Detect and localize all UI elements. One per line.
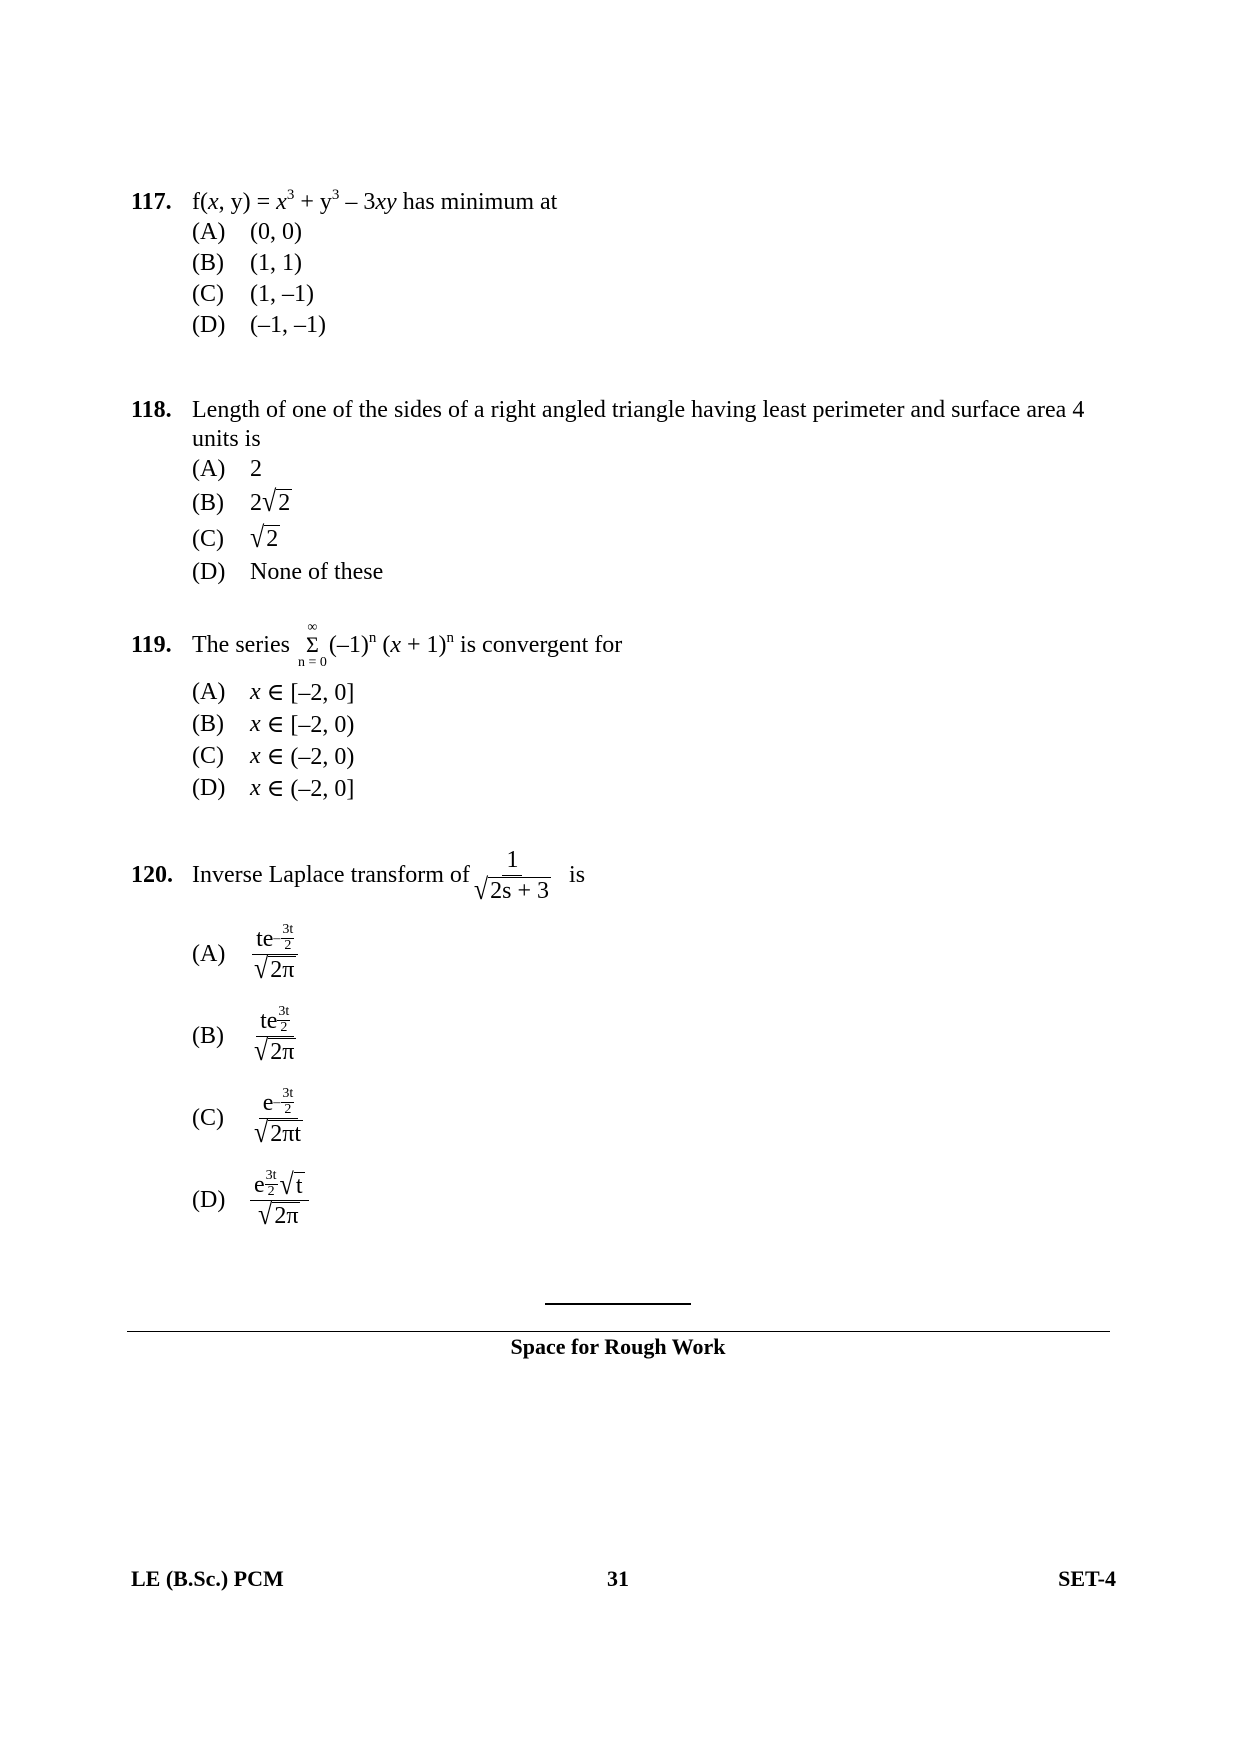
option-a: (A) te – 3t 2 √ 2π	[192, 914, 1121, 996]
option-d: (D) e 3t 2 √ t √ 2π	[192, 1160, 1121, 1242]
fraction: 1 √ 2s + 3	[473, 847, 550, 906]
question-stem: Inverse Laplace transform of 1 √ 2s + 3 is	[192, 847, 586, 906]
option-a: (A) 2	[192, 456, 262, 482]
question-stem: f(x, $y) = x^3 + y^3 - 3xy$ has minimum at	[192, 187, 558, 215]
page-number: 31	[607, 1566, 629, 1591]
option-a: (A) x ∈ [–2, 0]	[192, 679, 355, 707]
option-d: (D) None of these	[192, 559, 384, 585]
rough-work-heading: Space for Rough Work	[510, 1334, 726, 1359]
option-d: (D) x ∈ (–2, 0]	[192, 775, 355, 803]
option-a: (A) (0, 0)	[192, 219, 302, 245]
option-b: (B) 2 √ 2	[192, 484, 291, 519]
end-rule	[545, 1303, 691, 1305]
square-root: √ 2	[262, 484, 291, 519]
footer-set: SET-4	[1058, 1566, 1116, 1591]
footer-exam-code: LE (B.Sc.) PCM	[131, 1566, 284, 1591]
question-stem: Length of one of the sides of a right angled triangle having least perimeter and surface area 4 units is	[192, 397, 1085, 452]
question-118	[131, 396, 1121, 588]
question-number: 120.	[131, 862, 173, 889]
option-list	[192, 217, 1121, 341]
question-number: 119.	[131, 631, 172, 658]
option-b: (B) te 3t 2 √ 2π	[192, 1004, 295, 1067]
option-list	[192, 677, 1121, 805]
option-list	[192, 454, 1121, 588]
question-stem: The series ∞ Σ n = 0 $(-1)^n$ $(x + 1)^n$ is convergent for	[192, 620, 623, 671]
option-c: (C) x ∈ (–2, 0)	[192, 743, 355, 771]
question-number: 117.	[131, 189, 172, 215]
option-b: (B) (1, 1)	[192, 250, 302, 276]
option-c: (C) √ 2	[192, 520, 279, 555]
option-b: (B) x ∈ [–2, 0)	[192, 711, 355, 739]
question-119	[131, 620, 1121, 805]
option-c: (C) (1, –1)	[192, 281, 314, 307]
option-list	[192, 914, 1121, 1242]
option-c: (C) e – 3t 2 √ 2πt	[192, 1086, 302, 1149]
question-117	[131, 188, 1121, 341]
summation: ∞ Σ n = 0	[297, 620, 327, 671]
question-120	[131, 846, 1121, 1242]
square-root: √ 2	[250, 520, 279, 555]
divider	[127, 1331, 1110, 1332]
option-d: (D) (–1, –1)	[192, 312, 326, 338]
question-number: 118.	[131, 397, 172, 423]
